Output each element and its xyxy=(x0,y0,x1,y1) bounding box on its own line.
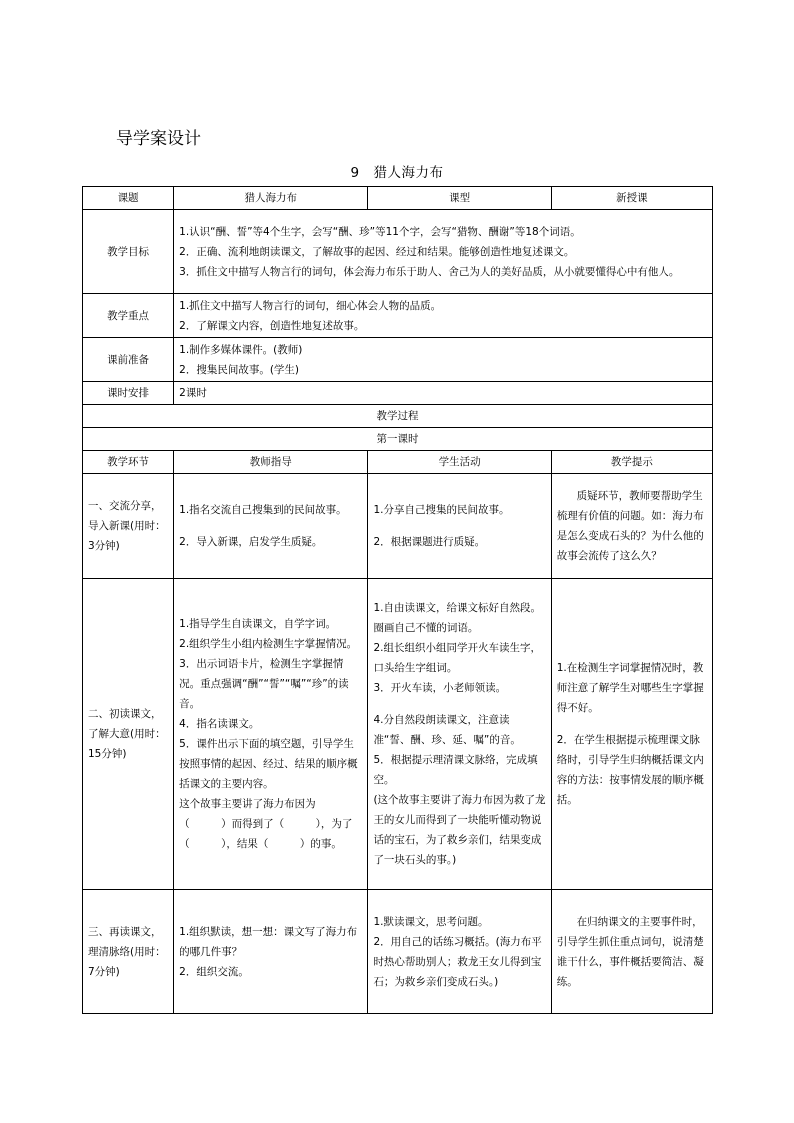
schedule-label: 课时安排 xyxy=(83,382,174,405)
type-value: 新授课 xyxy=(551,187,712,210)
student-cell xyxy=(368,890,551,1014)
goals-label: 教学目标 xyxy=(83,210,174,294)
cell-line: 1.认识“酬、誓”等4个生字，会写“酬、珍”等11个字，会写“猎物、酬谢”等18个词语。 xyxy=(179,225,581,238)
table-row xyxy=(83,474,713,579)
process-title: 教学过程 xyxy=(83,405,713,428)
col-student-header: 学生活动 xyxy=(368,451,551,474)
header-row xyxy=(83,187,713,210)
prep-row xyxy=(83,338,713,382)
cell-line: 2．在学生根据提示梳理课文脉络时，引导学生归纳概括课文内容的方法：按事情发展的顺序概括。 xyxy=(556,734,704,806)
type-label: 课型 xyxy=(368,187,551,210)
cell-line: 1.组织默读，想一想：课文写了海力布的哪几件事？ xyxy=(179,925,358,958)
goals-content xyxy=(174,210,713,294)
cell-line: 1.抓住文中描写人物言行的词句，细心体会人物的品质。 xyxy=(179,299,442,312)
goals-row xyxy=(83,210,713,294)
table-row xyxy=(83,890,713,1014)
topic-label: 课题 xyxy=(83,187,174,210)
stage-cell: 一、交流分享，导入新课(用时：3分钟) xyxy=(83,474,174,579)
lesson-plan-table xyxy=(82,186,713,1014)
key-row xyxy=(83,294,713,338)
lesson-name: 猎人海力布 xyxy=(373,165,444,181)
student-cell xyxy=(368,474,551,579)
topic-value: 猎人海力布 xyxy=(174,187,368,210)
prep-content xyxy=(174,338,713,382)
cell-line: 2.组织学生小组内检测生字掌握情况。 xyxy=(179,638,358,650)
stage-cell: 二、初读课文，了解大意(用时：15分钟) xyxy=(83,579,174,890)
cell-line xyxy=(373,520,545,532)
teacher-cell xyxy=(174,579,368,890)
cell-line: 2．根据课题进行质疑。 xyxy=(373,536,486,548)
period-title: 第一课时 xyxy=(83,428,713,451)
cell-line: 4．指名读课文。 xyxy=(179,718,260,730)
cell-line: 4.分自然段朗读课文，注意读准“誓、酬、珍、延、嘱”的音。 xyxy=(373,714,521,746)
stage-cell: 三、再读课文，理清脉络(用时：7分钟) xyxy=(83,890,174,1014)
cell-line: 2.组长组织小组同学开火车读生字，口头给生字组词。 xyxy=(373,642,541,674)
tip-cell xyxy=(551,579,712,890)
cell-line: 在归纳课文的主要事件时，引导学生抓住重点词句，说清楚谁干什么，事件概括要简洁、凝练。 xyxy=(556,915,704,988)
cell-line: 2．搜集民间故事。(学生) xyxy=(179,363,300,376)
tip-cell xyxy=(551,890,712,1014)
period-title-row xyxy=(83,428,713,451)
cell-line: 2．正确、流利地朗读课文，了解故事的起因、经过和结果。能够创造性地复述课文。 xyxy=(179,245,575,258)
cell-line xyxy=(557,718,707,730)
teacher-cell xyxy=(174,474,368,579)
cell-line: 1.分享自己搜集的民间故事。 xyxy=(373,504,510,516)
cell-line: 2．用自己的话练习概括。(海力布平时热心帮助别人；救龙王女儿得到宝石；为救乡亲们变成石头。) xyxy=(373,935,542,988)
cell-line: 2．了解课文内容，创造性地复述故事。 xyxy=(179,319,365,332)
cell-line: 1.默读课文，思考问题。 xyxy=(373,915,489,928)
cell-line: 3．出示词语卡片，检测生字掌握情况。重点强调“酬”“誓”“嘱”“珍”的读音。 xyxy=(179,658,349,710)
cell-line: 5．根据提示理清课文脉络，完成填空。 xyxy=(373,754,538,786)
table-row xyxy=(83,579,713,890)
cell-line: 1.在检测生字词掌握情况时，教师注意了解学生对哪些生字掌握得不好。 xyxy=(556,662,704,714)
doc-heading: 导学案设计 xyxy=(116,129,201,149)
cell-line: 3．抓住文中描写人物言行的词句，体会海力布乐于助人、舍己为人的美好品质，从小就要懂得心中有他人。 xyxy=(179,265,680,278)
schedule-value: 2课时 xyxy=(174,382,713,405)
cell-line: 这个故事主要讲了海力布因为（ ）而得到了（ ），为了（ ），结果（ ）的事。 xyxy=(179,798,353,850)
lesson-title xyxy=(0,161,794,181)
col-teacher-header: 教师指导 xyxy=(174,451,368,474)
cell-line: 2．导入新课，启发学生质疑。 xyxy=(179,536,323,548)
cell-line: 质疑环节，教师要帮助学生梳理有价值的问题。如：海力布是怎么变成石头的？为什么他的故事会流传了这么久？ xyxy=(556,490,704,562)
cell-line xyxy=(179,520,362,532)
column-header-row xyxy=(83,451,713,474)
lesson-number: 9 xyxy=(350,165,360,181)
cell-line: 3．开火车读，小老师领读。 xyxy=(373,682,507,694)
cell-line: (这个故事主要讲了海力布因为救了龙王的女儿而得到了一块能听懂动物说话的宝石，为了救乡亲们，结果变成了一块石头的事。) xyxy=(373,794,546,866)
cell-line: 5．课件出示下面的填空题，引导学生按照事情的起因、经过、结果的顺序概括课文的主要内容。 xyxy=(179,738,358,790)
prep-label: 课前准备 xyxy=(83,338,174,382)
schedule-row xyxy=(83,382,713,405)
process-title-row xyxy=(83,405,713,428)
student-cell xyxy=(368,579,551,890)
key-label: 教学重点 xyxy=(83,294,174,338)
cell-line: 1.指名交流自己搜集到的民间故事。 xyxy=(179,504,347,516)
col-tip-header: 教学提示 xyxy=(551,451,712,474)
cell-line: 1.制作多媒体课件。(教师) xyxy=(179,343,303,356)
teacher-cell xyxy=(174,890,368,1014)
cell-line: 2．组织交流。 xyxy=(179,965,249,978)
key-content xyxy=(174,294,713,338)
cell-line: 1.自由读课文，给课文标好自然段。圈画自己不懂的词语。 xyxy=(373,602,541,634)
cell-line: 1.指导学生自读课文，自学字词。 xyxy=(179,618,337,630)
cell-line xyxy=(373,698,545,710)
col-stage-header: 教学环节 xyxy=(83,451,174,474)
tip-cell xyxy=(551,474,712,579)
